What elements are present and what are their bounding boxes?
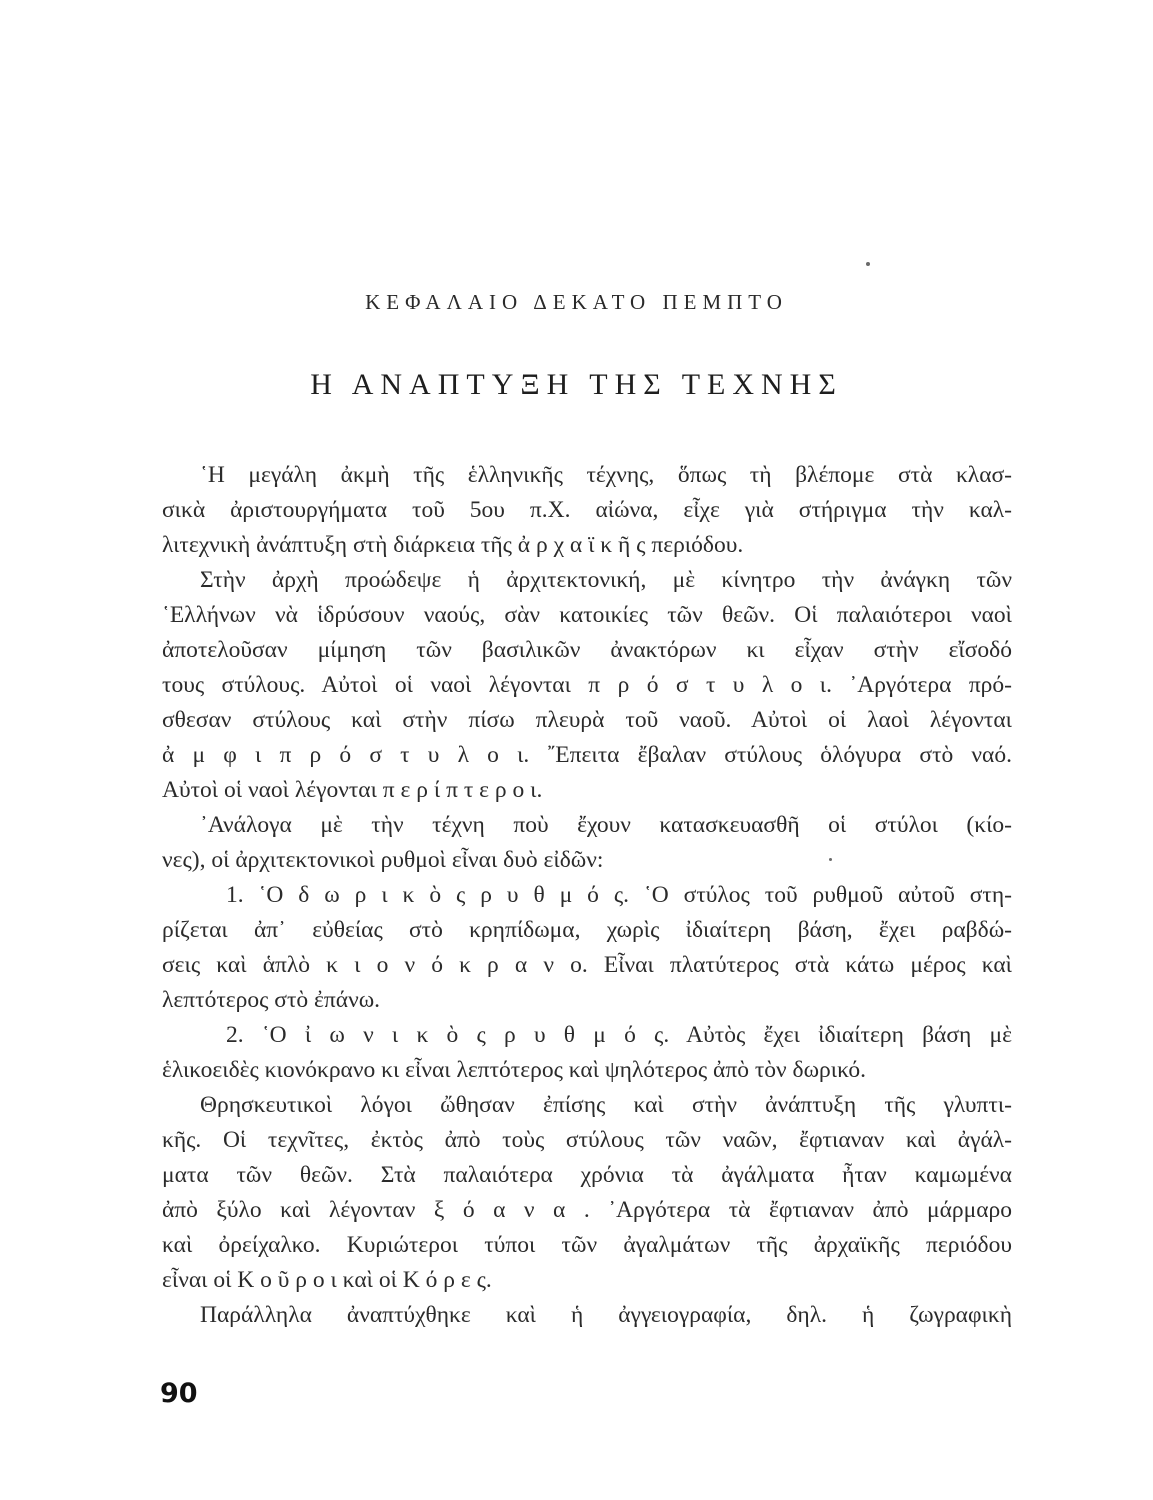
text-line: Παράλληλα ἀναπτύχθηκε καὶ ἡ ἀγγειογραφία, δηλ. ἡ ζωγραφικὴ [200,1302,1012,1328]
text-line: 1. ῾Ο δ ω ρ ι κ ὸ ς ρ υ θ μ ό ς. ῾Ο στύλος τοῦ ρυθμοῦ αὐτοῦ στη- [226,882,1012,908]
text-line: ρίζεται ἀπ᾿ εὐθείας στὸ κρηπίδωμα, χωρὶς ἰδιαίτερη βάση, ἔχει ραβδώ- [162,917,1012,943]
text-line: κῆς. Οἱ τεχνῖτες, ἐκτὸς ἀπὸ τοὺς στύλους τῶν ναῶν, ἔφτιαναν καὶ ἀγάλ- [162,1127,1012,1153]
text-line: Αὐτοὶ οἱ ναοὶ λέγονται π ε ρ ί π τ ε ρ ο ι. [162,777,543,803]
text-line: ῾Η μεγάλη ἀκμὴ τῆς ἑλληνικῆς τέχνης, ὅπως τὴ βλέπομε στὰ κλασ- [200,462,1012,488]
text-line: ᾿Ανάλογα μὲ τὴν τέχνη ποὺ ἔχουν κατασκευασθῆ οἱ στύλοι (κίο- [200,812,1012,838]
text-line: 2. ῾Ο ἰ ω ν ι κ ὸ ς ρ υ θ μ ό ς. Αὐτὸς ἔχει ἰδιαίτερη βάση μὲ [226,1022,1012,1048]
text-line: σθεσαν στύλους καὶ στὴν πίσω πλευρὰ τοῦ ναοῦ. Αὐτοὶ οἱ λαοὶ λέγονται [162,707,1012,733]
text-line: ῾Ελλήνων νὰ ἱδρύσουν ναούς, σὰν κατοικίες τῶν θεῶν. Οἱ παλαιότεροι ναοὶ [162,602,1012,628]
text-line: Στὴν ἀρχὴ προώδεψε ἡ ἀρχιτεκτονική, μὲ κίνητρο τὴν ἀνάγκη τῶν [200,567,1012,593]
text-line: ἑλικοειδὲς κιονόκρανο κι εἶναι λεπτότερος καὶ ψηλότερος ἀπὸ τὸν δωρικό. [162,1057,867,1083]
text-line: καὶ ὀρείχαλκο. Κυριώτεροι τύποι τῶν ἀγαλμάτων τῆς ἀρχαϊκῆς περιόδου [162,1232,1012,1258]
text-line: νες), οἱ ἀρχιτεκτονικοὶ ρυθμοὶ εἶναι δυὸ εἰδῶν: [162,847,604,873]
text-line: τους στύλους. Αὐτοὶ οἱ ναοὶ λέγονται π ρ ό σ τ υ λ ο ι. ᾿Αργότερα πρό- [162,672,1012,698]
text-line: ἀποτελοῦσαν μίμηση τῶν βασιλικῶν ἀνακτόρων κι εἶχαν στὴν εἴσοδό [162,637,1012,663]
body-text [162,458,1012,1333]
chapter-title: Η ΑΝΑΠΤΥΞΗ ΤΗΣ ΤΕΧΝΗΣ [310,368,843,401]
text-line: Θρησκευτικοὶ λόγοι ὤθησαν ἐπίσης καὶ στὴν ἀνάπτυξη τῆς γλυπτι- [200,1092,1012,1118]
text-line: ἀπὸ ξύλο καὶ λέγονταν ξ ό α ν α . ᾿Αργότερα τὰ ἔφτιαναν ἀπὸ μάρμαρο [162,1197,1012,1223]
ink-speck [866,262,870,266]
text-line: λιτεχνικὴ ἀνάπτυξη στὴ διάρκεια τῆς ἀ ρ χ α ϊ κ ῆ ς περιόδου. [162,532,744,558]
text-line: εἶναι οἱ Κ ο ῦ ρ ο ι καὶ οἱ Κ ό ρ ε ς. [162,1267,492,1293]
text-line: λεπτότερος στὸ ἐπάνω. [162,987,381,1013]
page-number: 90 [160,1378,198,1409]
text-line: σεις καὶ ἁπλὸ κ ι ο ν ό κ ρ α ν ο. Εἶναι πλατύτερος στὰ κάτω μέρος καὶ [162,952,1012,978]
text-line: σικὰ ἀριστουργήματα τοῦ 5ου π.Χ. αἰώνα, εἶχε γιὰ στήριγμα τὴν καλ- [162,497,1012,523]
chapter-heading: ΚΕΦΑΛΑΙΟ ΔΕΚΑΤΟ ΠΕΜΠΤΟ [365,290,788,314]
text-line: ἀ μ φ ι π ρ ό σ τ υ λ ο ι. ῎Επειτα ἔβαλαν στύλους ὁλόγυρα στὸ ναό. [162,742,1012,768]
text-line: ματα τῶν θεῶν. Στὰ παλαιότερα χρόνια τὰ ἀγάλματα ἦταν καμωμένα [162,1162,1012,1188]
